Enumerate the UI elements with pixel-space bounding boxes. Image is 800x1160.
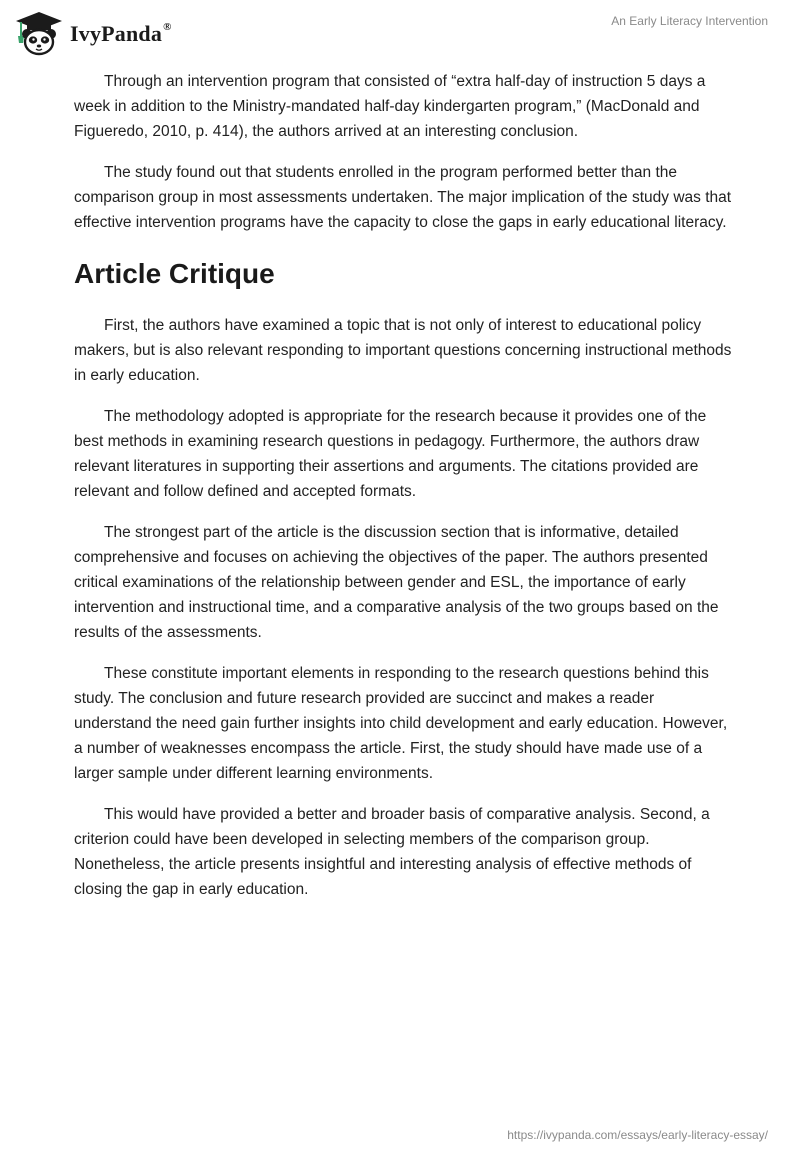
source-url[interactable]: https://ivypanda.com/essays/early-literacy-essay/ (507, 1128, 768, 1142)
document-title: An Early Literacy Intervention (611, 14, 768, 28)
paragraph: Through an intervention program that consisted of “extra half-day of instruction 5 days a week in addition to the Ministry-mandated half-day kindergarten program,” (MacDonald and Figueredo, 2010, p. 414), the authors arrived at an interesting conclusion. (74, 73, 706, 140)
registered-mark: ® (163, 20, 172, 33)
panda-graduation-cap-icon (14, 10, 64, 56)
section-heading: Article Critique (74, 258, 275, 289)
paragraph: The strongest part of the article is the discussion section that is informative, detailed comprehensive and focuses on achieving the objectives of the paper. The authors presented critical examinations of the relationship between gender and ESL, the importance of early intervention and instructional time, and a comparative analysis of the two groups based on the results of the assessments. (74, 524, 719, 641)
essay-body (74, 69, 734, 918)
page-header (0, 0, 800, 60)
paragraph: First, the authors have examined a topic that is not only of interest to educational policy makers, but is also relevant responding to important questions concerning instructional methods in early education. (74, 317, 732, 384)
paragraph: This would have provided a better and broader basis of comparative analysis. Second, a criterion could have been developed in selecting members of the comparison group. Nonetheless, the article presents insightful and interesting analysis of effective methods of closing the gap in early education. (74, 806, 710, 898)
brand-name: IvyPanda® (70, 20, 172, 46)
paragraph: The methodology adopted is appropriate for the research because it provides one of the best methods in examining research questions in pedagogy. Furthermore, the authors draw relevant literatures in supporting their assertions and arguments. The citations provided are relevant and follow defined and accepted formats. (74, 408, 707, 500)
paragraph: These constitute important elements in responding to the research questions behind this study. The conclusion and future research provided are succinct and makes a reader understand the need gain further insights into child development and early education. However, a number of weaknesses encompass the article. First, the study should have made use of a larger sample under different learning environments. (74, 665, 728, 782)
paragraph: The study found out that students enrolled in the program performed better than the comparison group in most assessments undertaken. The major implication of the study was that effective intervention programs have the capacity to close the gaps in early educational literacy. (74, 164, 732, 231)
ivypanda-logo[interactable] (14, 8, 172, 58)
